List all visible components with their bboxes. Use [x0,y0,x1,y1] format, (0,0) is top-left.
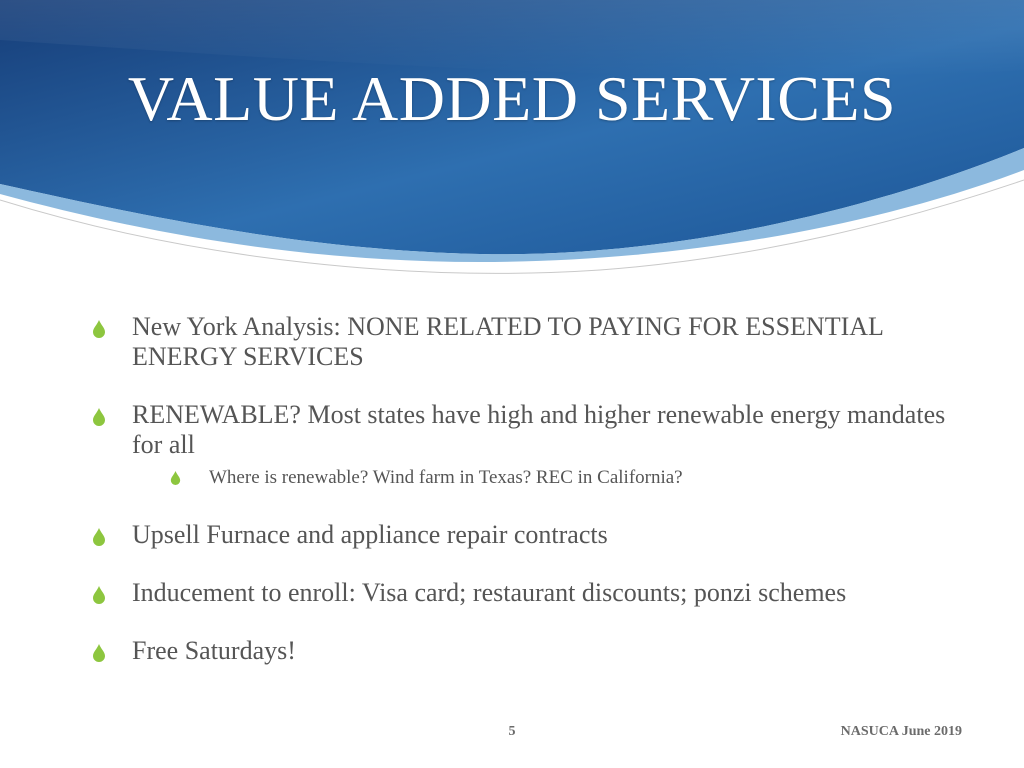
footer-text: NASUCA June 2019 [840,724,962,739]
droplet-icon [170,471,181,485]
bullet-text: Free Saturdays! [132,636,296,665]
page-number: 5 [508,724,516,739]
bullet-text: Upsell Furnace and appliance repair contracts [132,520,608,549]
list-item [92,400,972,460]
bullet-text: New York Analysis: NONE RELATED TO PAYING FOR ESSENTIAL ENERGY SERVICES [132,312,883,371]
droplet-icon [92,586,106,604]
header-banner [0,0,1024,290]
list-item [92,312,972,372]
droplet-icon [92,528,106,546]
droplet-icon [92,320,106,338]
list-item [92,520,972,550]
list-item [92,636,972,666]
sub-bullet-text: Where is renewable? Wind farm in Texas? REC in California? [209,467,683,488]
bullet-list [92,312,972,694]
bullet-text: RENEWABLE? Most states have high and higher renewable energy mandates for all [132,400,946,459]
list-item [92,578,972,608]
sub-list-item [92,466,972,490]
droplet-icon [92,408,106,426]
slide-title: VALUE ADDED SERVICES [127,63,897,134]
droplet-icon [92,644,106,662]
bullet-text: Inducement to enroll: Visa card; restaurant discounts; ponzi schemes [132,578,847,607]
